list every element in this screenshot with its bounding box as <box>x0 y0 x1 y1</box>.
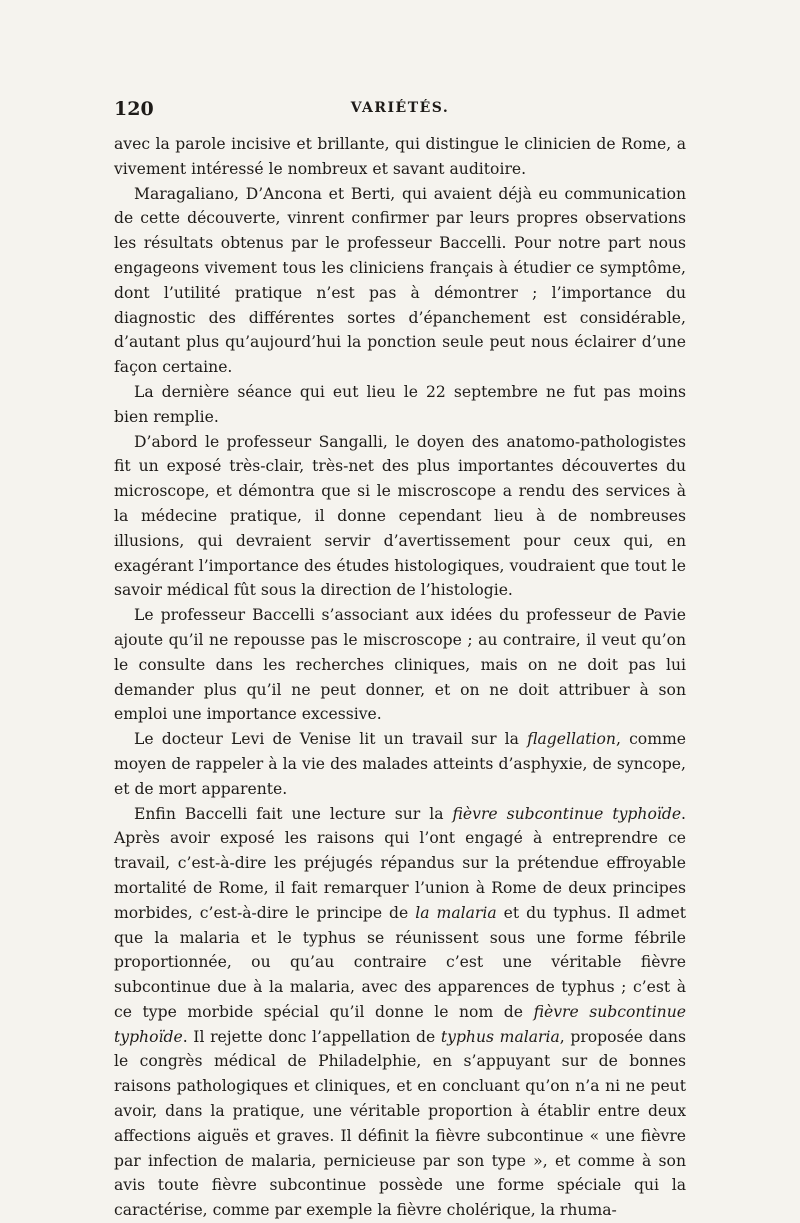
running-title: VARIÉTÉS. <box>350 100 450 116</box>
paragraph-maragaliano: Maragaliano, D’Ancona et Berti, qui avaient déjà eu communication de cette découverte, vinrent confirmer par leurs propres observations les résultats obtenus par le professeur Baccelli. Pour notre part nous engageons vivement tous les cliniciens français à étudier ce symptôme, dont l’utilité pratique n’est pas à démontrer ; l’importance du diagnostic des différentes sortes d’épanchement est considérable, d’autant plus qu’aujourd’hui la ponction seule peut nous éclairer d’une façon certaine. <box>114 184 686 377</box>
page-number: 120 <box>114 98 154 120</box>
fever-emphasis-1: fièvre subcontinue typhoïde <box>452 804 682 823</box>
paragraph-last-session: La dernière séance qui eut lieu le 22 septembre ne fut pas moins bien remplie. <box>114 382 686 426</box>
fever-text-4: . Il rejette donc l’appellation de <box>182 1027 441 1046</box>
levi-emphasis: flagellation <box>527 730 616 749</box>
paragraph-sangalli: D’abord le professeur Sangalli, le doyen des anatomo-pathologistes fit un exposé très-clair, très-net des plus importantes découvertes du microscope, et démontra que si le miscroscope a rendu des services à la médecine pratique, il donne cependant lieu à de nombreuses illusions, qui devraient servir d’avertissement pour ceux qui, en exagérant l’importance des études histologiques, voudraient que tout le savoir médical fût sous la direction de l’histologie. <box>114 432 686 600</box>
paragraph-levi <box>114 727 686 801</box>
paragraph-baccelli-microscope: Le professeur Baccelli s’associant aux idées du professeur de Pavie ajoute qu’il ne repousse pas le miscroscope ; au contraire, il veut qu’on le consulte dans les recherches cliniques, mais on ne doit pas lui demander plus qu’il ne peut donner, et on ne doit attribuer à son emploi une importance excessive. <box>114 606 686 724</box>
paragraph-baccelli-fever <box>114 802 686 1223</box>
fever-emphasis-4: typhus malaria <box>440 1027 560 1046</box>
fever-text-5: , proposée dans le congrès médical de Philadelphie, en s’appuyant sur de bonnes raisons pathologiques et cliniques, et en concluant qu’on n’a ni ne peut avoir, dans la pratique, une véritable proportion à établir entre deux affections aiguës et graves. Il définit la fièvre subcontinue « une fièvre par infection de malaria, pernicieuse par son type », et comme à son avis toute fièvre subcontinue possède une forme spéciale qui la caractérise, comme par exemple la fièvre cholérique, la rhuma- <box>114 1027 686 1220</box>
fever-text-3: et du typhus. Il admet que la malaria et le typhus se réunissent sous une forme fébrile proportionnée, ou qu’au contraire c’est une véritable fièvre subcontinue due à la malaria, avec des apparences de typhus ; c’est à ce type morbide spécial qu’il donne le nom de <box>114 903 686 1021</box>
fever-emphasis-3: fièvre subcontinue typhoïde <box>114 1002 686 1046</box>
levi-text-1: Le docteur Levi de Venise lit un travail sur la <box>134 730 528 749</box>
fever-text-1: Enfin Baccelli fait une lecture sur la <box>134 804 453 823</box>
running-head <box>114 98 686 124</box>
fever-emphasis-2: la malaria <box>415 903 497 922</box>
body-text <box>114 132 686 1223</box>
levi-text-2: , comme moyen de rappeler à la vie des malades atteints d’asphyxie, de syncope, et de mort apparente. <box>114 730 686 798</box>
fever-text-2: . Après avoir exposé les raisons qui l’ont engagé à entreprendre ce travail, c’est-à-dire les préjugés répandus sur la prétendue effroyable mortalité de Rome, il fait remarquer l’union à Rome de deux principes morbides, c’est-à-dire le principe de <box>114 804 687 922</box>
paragraph-continuation: avec la parole incisive et brillante, qui distingue le clinicien de Rome, a vivement intéressé le nombreux et savant auditoire. <box>114 135 686 178</box>
